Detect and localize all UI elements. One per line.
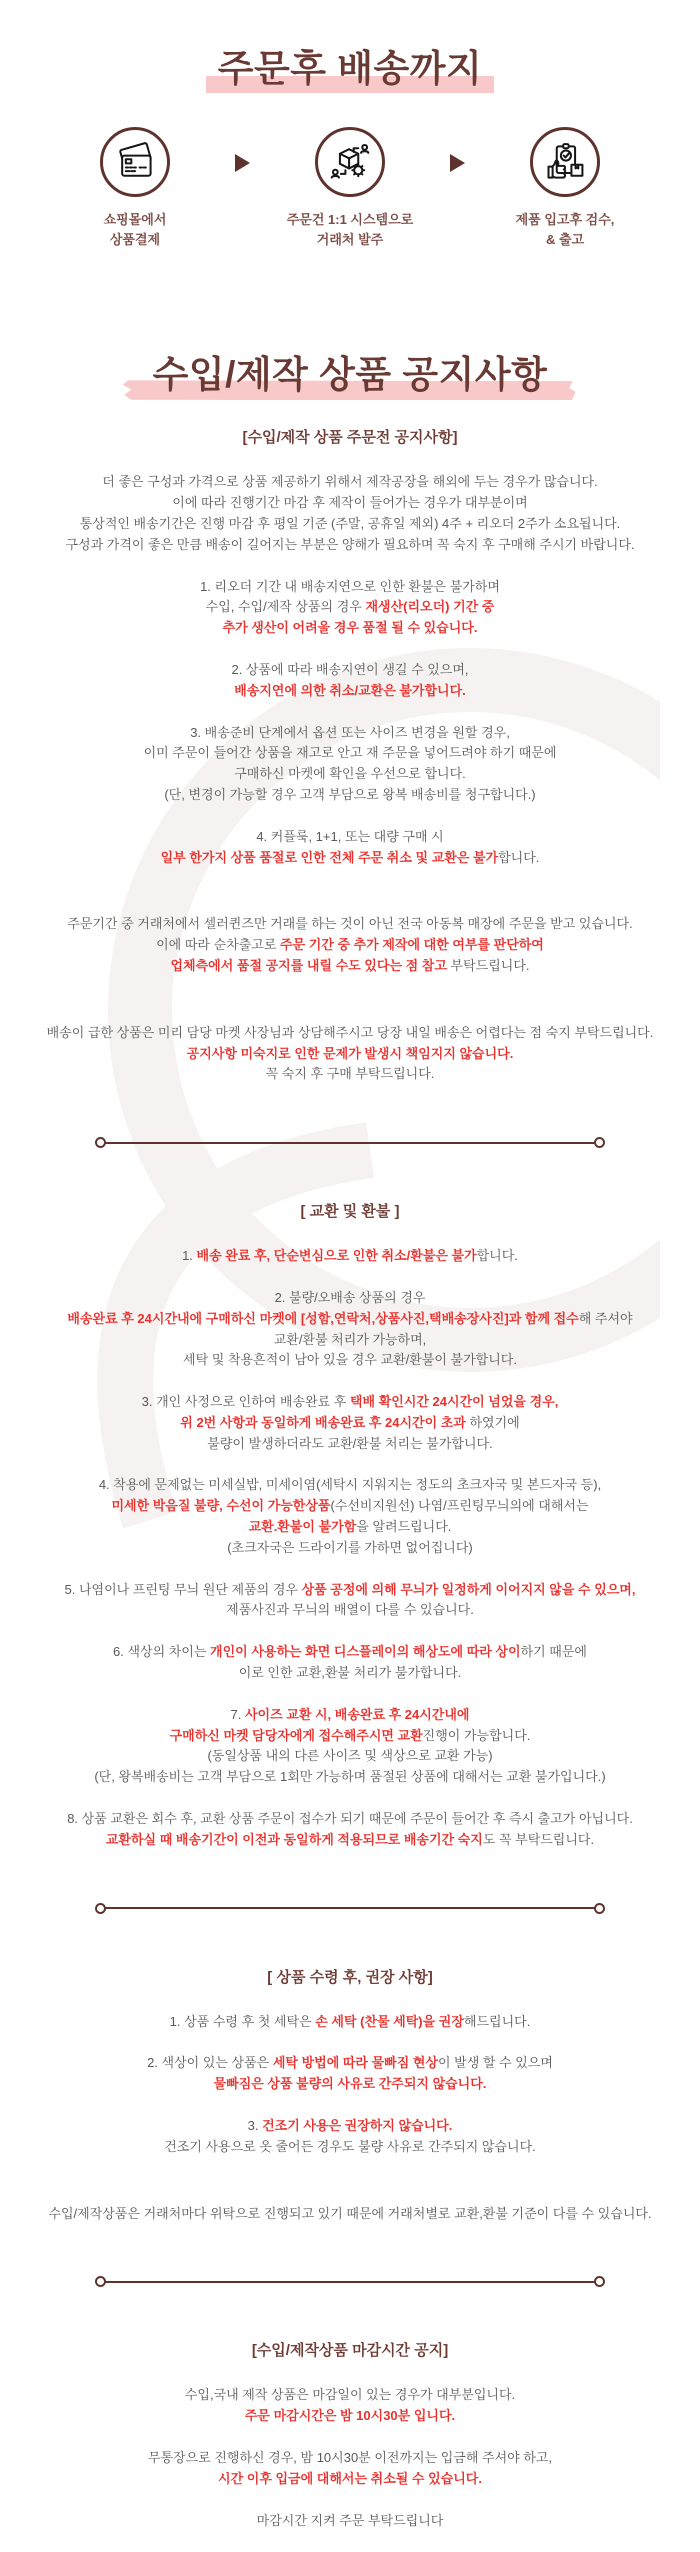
notice-block [36,2053,664,2095]
notice-block [36,660,664,702]
body-text: 통상적인 배송기간은 진행 마감 후 평일 기준 (주말, 공휴일 제외) 4주 + 리오더 2주가 소요됩니다. [79,515,621,531]
body-text: 하였기에 [465,1414,520,1430]
notice-section [0,1200,700,1851]
body-text: 진행이 가능합니다. [422,1727,531,1743]
body-text: 제품사진과 무늬의 배열이 다를 수 있습니다. [226,1602,474,1618]
notice-title-text: 수입/제작 상품 공지사항 [152,353,548,395]
notice-block [36,723,664,806]
body-text: 꼭 숙지 후 구매 부탁드립니다. [265,1066,435,1082]
body-text: 무통장으로 진행하신 경우, 밤 10시30분 이전까지는 입금해 주셔야 하고, [147,2450,553,2466]
notice-block [36,2204,664,2225]
red-emphasis-text: 업체측에서 품절 공지를 내릴 수도 있다는 점 참고 [170,957,447,973]
section-divider-line [104,1142,596,1144]
red-emphasis-text: 미세한 박음질 불량, 수선이 가능한상품 [111,1498,331,1514]
body-text: 합니다. [498,849,540,865]
credit-card-icon [113,140,157,184]
order-system-icon [328,140,372,184]
red-emphasis-text: 배송완료 후 24시간내에 구매하신 마켓에 [성함,연락처,상품사진,택배송장사진]과 함께 접수 [67,1310,579,1326]
red-emphasis-text: 추가 생산이 어려울 경우 품절 될 수 있습니다. [222,620,478,636]
process-step-inspection [489,127,641,250]
notice-block [36,2116,664,2158]
step-label [59,210,211,250]
notice-section [0,2339,700,2531]
body-text: 도 꼭 부탁드립니다. [482,1831,595,1847]
body-text: 5. 나염이나 프린팅 무늬 원단 제품의 경우 [64,1581,302,1597]
notice-block [36,1705,664,1788]
body-text: 1. 리오더 기간 내 배송지연으로 인한 환불은 불가하며 [200,578,500,594]
red-emphasis-text: 주문 마감시간은 밤 10시30분 입니다. [244,2408,456,2424]
body-text: 3. 배송준비 단계에서 옵션 또는 사이즈 변경을 원할 경우, [190,724,510,740]
notice-block [36,1246,664,1267]
body-text: 이로 인한 교환,환불 처리가 불가합니다. [238,1665,462,1681]
body-text: 이 발생 할 수 있으며 [438,2055,553,2071]
body-text: 1. [182,1248,197,1264]
red-emphasis-text: 시간 이후 입금에 대해서는 취소될 수 있습니다. [218,2470,482,2486]
body-text: 3. 개인 사정으로 인하여 배송완료 후 [141,1394,350,1410]
red-emphasis-text: 물빠짐은 상품 불량의 사유로 간주되지 않습니다. [213,2076,487,2092]
body-text: 4. 커플룩, 1+1, 또는 대량 구매 시 [256,828,444,844]
section-divider [95,1137,605,1148]
body-text: 해드립니다. [463,2013,531,2029]
notice-sections [0,426,700,2531]
notice-block [36,2012,664,2033]
body-text: 수입, 수입/제작 상품의 경우 [205,599,366,615]
body-text: (초크자국은 드라이기를 가하면 없어집니다) [227,1539,473,1555]
import-product-notice [0,354,700,2532]
notice-section [0,426,700,1085]
section-divider-line [104,2281,596,2283]
red-emphasis-text: 교환하실 때 배송기간이 이전과 동일하게 적용되므로 배송기간 숙지 [105,1831,483,1847]
body-text: 교환/환불 처리가 가능하며, [273,1331,427,1347]
notice-block [36,1288,664,1371]
step-label-line: 상품결제 [109,231,161,247]
body-text: 수입/제작상품은 거래처마다 위탁으로 진행되고 있기 때문에 거래처별로 교환,환불 기준이 다를 수 있습니다. [48,2205,652,2221]
body-text: 2. 상품에 따라 배송지연이 생길 수 있으며, [231,661,469,677]
body-text: 을 알려드립니다. [356,1519,452,1535]
red-emphasis-text: 손 세탁 (찬물 세탁)을 권장 [315,2013,464,2029]
red-emphasis-text: 구매하신 마켓 담당자에게 접수해주시면 교환 [169,1727,423,1743]
step-label-line: & 출고 [545,231,585,247]
notice-block [36,827,664,869]
notice-block [36,1023,664,1085]
body-text: 구성과 가격이 좋은 만큼 배송이 길어지는 부분은 양해가 필요하며 꼭 숙지 후 구매해 주시기 바랍니다. [65,536,635,552]
red-emphasis-text: 공지사항 미숙지로 인한 문제가 발생시 책임지지 않습니다. [186,1045,514,1061]
body-text: 4. 착용에 문제없는 미세실밥, 미세이염(세탁시 지워지는 정도의 초크자국 및 본드자국 등), [98,1477,602,1493]
body-text: 이에 따라 순차출고로 [156,937,280,953]
red-emphasis-text: 사이즈 교환 시, 배송완료 후 24시간내에 [244,1706,470,1722]
notice-section [0,1966,700,2225]
red-emphasis-text: 주문 기간 중 추가 제작에 대한 여부를 판단하여 [279,937,544,953]
body-text: 6. 색상의 차이는 [113,1644,211,1660]
notice-block [36,2385,664,2427]
red-emphasis-text: 일부 한가지 상품 품절로 인한 전체 주문 취소 및 교환은 불가 [160,849,499,865]
notice-block [36,1475,664,1558]
body-text: 구매하신 마켓에 확인을 우선으로 합니다. [234,766,466,782]
body-text: 수입,국내 제작 상품은 마감일이 있는 경우가 대부분입니다. [184,2387,516,2403]
body-text: 더 좋은 구성과 가격으로 상품 제공하기 위해서 제작공장을 해외에 두는 경우가 많습니다. [102,474,598,490]
notice-block [36,2448,664,2490]
body-text: (동일상품 내의 다른 사이즈 및 색상으로 교환 가능) [207,1748,493,1764]
page-title-text: 주문후 배송까지 [217,48,483,89]
red-emphasis-text: 교환.환불이 불가함 [248,1519,357,1535]
section-divider [95,1903,605,1914]
body-text: 3. [247,2118,263,2134]
body-text: 2. 색상이 있는 상품은 [147,2055,273,2071]
body-text: 불량이 발생하더라도 교환/환불 처리는 불가합니다. [207,1435,493,1451]
body-text: 마감시간 지켜 주문 부탁드립니다 [256,2512,444,2528]
body-text: 1. 상품 수령 후 첫 세탁은 [169,2013,316,2029]
section-header: [ 상품 수령 후, 권장 사항] [267,1968,433,1986]
process-step-payment [59,127,211,250]
red-emphasis-text: 택배 확인시간 24시간이 넘었을 경우, [349,1394,559,1410]
page-title [218,48,482,91]
body-text: 이에 따라 진행기간 마감 후 제작이 들어가는 경우가 대부분이며 [172,495,528,511]
body-text: 해 주셔야 [578,1310,633,1326]
red-emphasis-text: 세탁 방법에 따라 물빠짐 현상 [272,2055,438,2071]
step-icon-circle [530,127,600,197]
process-step-order-system [274,127,426,250]
notice-block [36,577,664,639]
body-text: 부탁드립니다. [446,957,530,973]
notice-block [36,1580,664,1622]
body-text: 8. 상품 교환은 회수 후, 교환 상품 주문이 접수가 되기 때문에 주문이 들어간 후 즉시 출고가 아닙니다. [67,1811,633,1827]
section-divider-line [104,1907,596,1909]
section-header: [수입/제작상품 마감시간 공지] [251,2342,449,2360]
receiving-inspection-icon [543,140,587,184]
step-label [274,210,426,250]
body-text: 배송이 급한 상품은 미리 담당 마켓 사장님과 상담해주시고 당장 내일 배송은 어렵다는 점 숙지 부탁드립니다. [46,1024,654,1040]
step-arrow-icon [450,154,465,172]
step-label-line: 주문건 1:1 시스템으로 [286,211,414,227]
body-text: 합니다. [476,1248,518,1264]
order-to-delivery-hero [0,0,700,250]
red-emphasis-text: 건조기 사용은 권장하지 않습니다. [262,2118,453,2134]
step-label-line: 쇼핑몰에서 [103,211,167,227]
body-text: 7. [230,1706,245,1722]
step-label-line: 제품 입고후 검수, [515,211,615,227]
body-text: 이미 주문이 들어간 상품을 재고로 안고 재 주문을 넣어드려야 하기 때문에 [143,745,557,761]
notice-title [153,354,548,397]
notice-block [36,1809,664,1851]
section-divider [95,2276,605,2287]
body-text: 하기 때문에 [520,1644,587,1660]
step-icon-circle [315,127,385,197]
body-text: 2. 불량/오배송 상품의 경우 [274,1289,426,1305]
red-emphasis-text: 재생산(리오더) 기간 중 [365,599,495,615]
notice-block [36,1642,664,1684]
body-text: 주문기간 중 거래처에서 셀러퀸즈만 거래를 하는 것이 아닌 전국 아동복 매장에 주문을 받고 있습니다. [67,916,633,932]
step-label [489,210,641,250]
red-emphasis-text: 위 2번 사항과 동일하게 배송완료 후 24시간이 초과 [180,1414,466,1430]
step-icon-circle [100,127,170,197]
section-header: [수입/제작 상품 주문전 공지사항] [242,429,458,447]
process-steps [0,127,700,250]
body-text: (단, 변경이 가능할 경우 고객 부담으로 왕복 배송비를 청구합니다.) [164,786,536,802]
notice-block [36,1392,664,1454]
body-text: 세탁 및 착용흔적이 남아 있을 경우 교환/환불이 불가합니다. [183,1352,517,1368]
notice-block [36,2511,664,2532]
body-text: (수선비지원선) 나염/프린팅무늬의에 대해서는 [330,1498,589,1514]
red-emphasis-text: 개인이 사용하는 화면 디스플레이의 해상도에 따라 상이 [210,1644,521,1660]
step-arrow-icon [235,154,250,172]
section-header: [ 교환 및 환불 ] [300,1203,400,1221]
red-emphasis-text: 배송지연에 의한 취소/교환은 불가합니다. [234,682,466,698]
body-text: (단, 왕복배송비는 고객 부담으로 1회만 가능하며 품절된 상품에 대해서는 교환 불가입니다.) [94,1769,606,1785]
red-emphasis-text: 상품 공정에 의해 무늬가 일정하게 이어지지 않을 수 있으며, [301,1581,636,1597]
notice-block [36,914,664,976]
step-label-line: 거래처 발주 [316,231,384,247]
notice-block [36,472,664,555]
body-text: 건조기 사용으로 옷 줄어든 경우도 불량 사유로 간주되지 않습니다. [164,2138,536,2154]
red-emphasis-text: 배송 완료 후, 단순변심으로 인한 취소/환불은 불가 [196,1248,477,1264]
